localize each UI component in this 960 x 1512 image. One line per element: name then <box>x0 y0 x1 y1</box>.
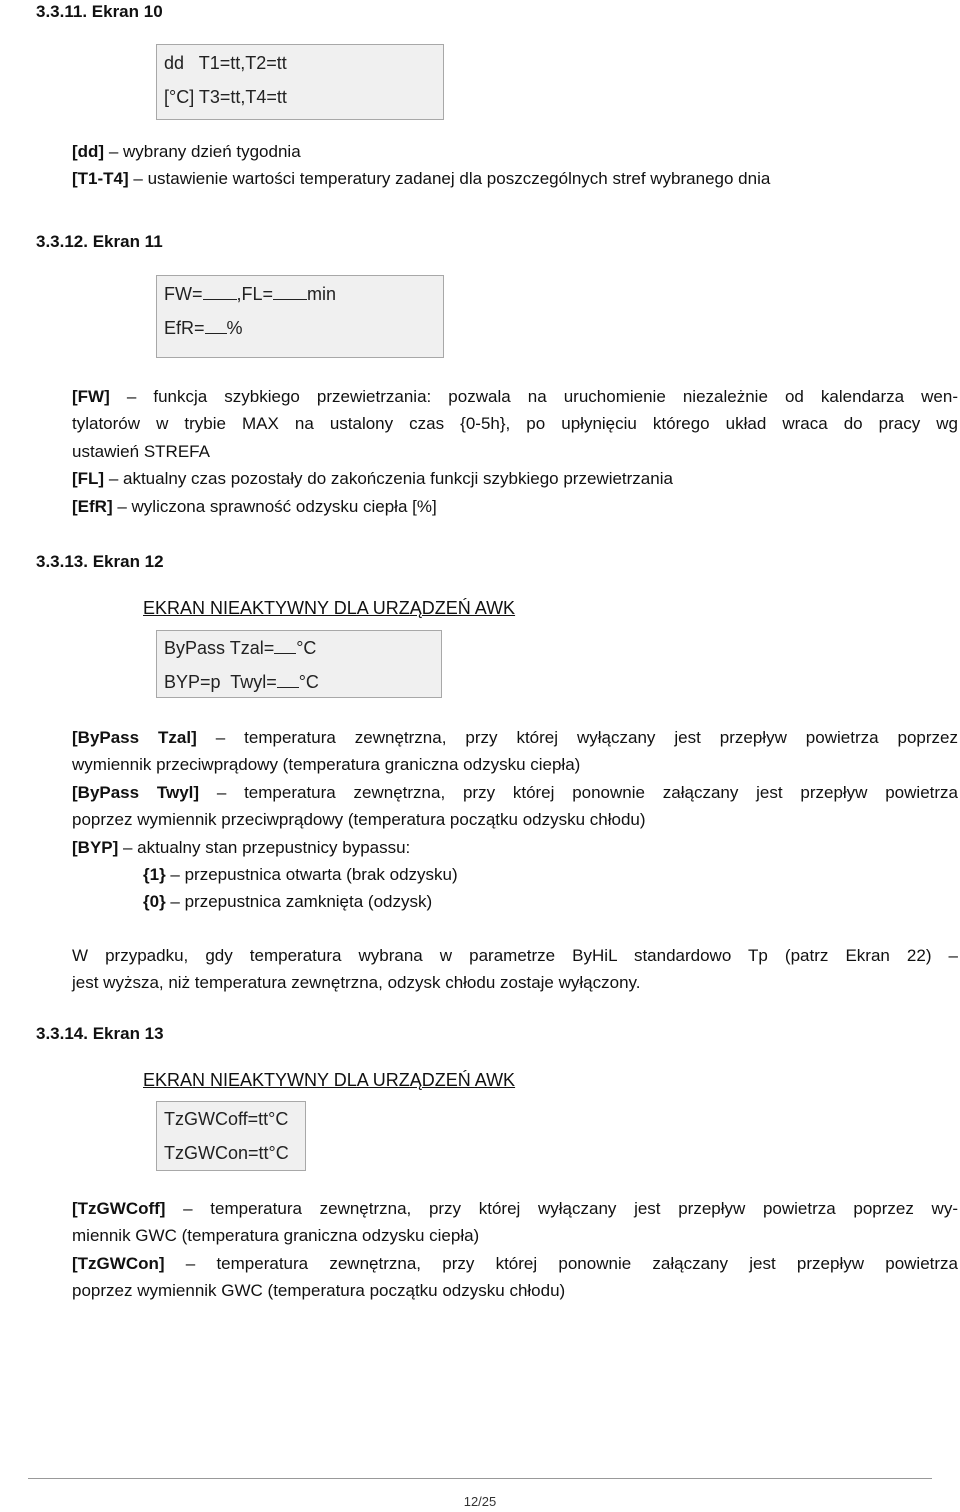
lcd-bypass-tzal: ByPass Tzal= <box>164 638 275 658</box>
option-0-text: – przepustnica zamknięta (odzysk) <box>165 892 433 912</box>
desc-dd <box>72 138 958 165</box>
desc-fw-line-1 <box>72 383 958 410</box>
lcd-screen-ekran-11 <box>156 275 444 358</box>
section-heading-ekran-13: 3.3.14. Ekran 13 <box>36 1024 164 1043</box>
note-line-2: jest wyższa, niż temperatura zewnętrzna, odzysk chłodu zostaje wyłączony. <box>72 973 641 993</box>
lcd-line-1 <box>164 283 336 305</box>
byp-option-0 <box>143 888 843 915</box>
desc-tzgwcoff-text-1: – temperatura zewnętrzna, przy której wyłączany jest przepływ powietrza poprzez wy- <box>165 1199 958 1218</box>
key-fl: [FL] <box>72 469 105 489</box>
note-byhil <box>72 942 958 997</box>
desc-twyl-line-2: poprzez wymiennik przeciwprądowy (temperatura początku odzysku chłodu) <box>72 810 646 830</box>
key-option-1: {1} <box>143 865 166 884</box>
desc-fw-text-1: – funkcja szybkiego przewietrzania: pozwala na uruchomienie niezależnie od kalendarza wen- <box>109 387 958 406</box>
byp-options <box>143 861 843 916</box>
desc-byp-text: – aktualny stan przepustnicy bypassu: <box>118 837 411 857</box>
byp-option-1 <box>143 861 843 888</box>
lcd-fl: ,FL= <box>236 284 274 304</box>
desc-block-ekran-12 <box>72 724 958 861</box>
desc-twyl-line-1 <box>72 779 958 806</box>
desc-tzgwcoff-line-2: miennik GWC (temperatura graniczna odzysku ciepła) <box>72 1226 480 1246</box>
lcd-temps-1-2: T1=tt,T2=tt <box>198 53 287 73</box>
lcd-screen-ekran-13 <box>156 1101 306 1171</box>
inactive-notice-ekran-13: EKRAN NIEAKTYWNY DLA URZĄDZEŃ AWK <box>143 1070 516 1090</box>
desc-tzal-text-1: – temperatura zewnętrzna, przy której wyłączany jest przepływ powietrza poprzez <box>196 728 958 747</box>
desc-tzgwcon-text-1: – temperatura zewnętrzna, przy której ponownie załączany jest przepływ powietrza <box>164 1253 958 1273</box>
section-heading-ekran-11: 3.3.12. Ekran 11 <box>36 232 163 251</box>
note-line-1: W przypadku, gdy temperatura wybrana w parametrze ByHiL standardowo Tp (patrz Ekran 22) – <box>72 946 958 965</box>
desc-fl-text: – aktualny czas pozostały do zakończenia funkcji szybkiego przewietrzania <box>104 469 673 489</box>
desc-dd-text: – wybrany dzień tygodnia <box>104 142 301 161</box>
lcd-day: dd <box>164 53 185 73</box>
option-1-text: – przepustnica otwarta (brak odzysku) <box>165 865 458 884</box>
lcd-blank-twyl <box>277 686 299 688</box>
key-tzgwcon: [TzGWCon] <box>72 1253 165 1273</box>
desc-t1-t4-text: – ustawienie wartości temperatury zadanej dla poszczególnych stref wybranego dnia <box>128 169 771 189</box>
lcd-line-2: [°C] T3=tt,T4=tt <box>164 87 287 107</box>
lcd-blank-fl <box>273 298 307 300</box>
lcd-blank-fw <box>203 298 237 300</box>
lcd-line-2: TzGWCon=tt°C <box>164 1143 289 1163</box>
key-dd: [dd] <box>72 142 105 161</box>
lcd-fw: FW= <box>164 284 203 304</box>
key-efr: [EfR] <box>72 496 113 516</box>
lcd-unit-c: °C <box>298 672 319 692</box>
section-heading-ekran-12: 3.3.13. Ekran 12 <box>36 552 164 571</box>
key-bypass-twyl: [ByPass Twyl] <box>72 782 200 802</box>
lcd-pct: % <box>226 318 243 338</box>
lcd-line-1 <box>164 637 316 659</box>
desc-block-ekran-13 <box>72 1195 958 1305</box>
lcd-efr: EfR= <box>164 318 205 338</box>
page-number: 12/25 <box>463 1494 497 1509</box>
lcd-line-1: TzGWCoff=tt°C <box>164 1109 289 1129</box>
key-option-0: {0} <box>143 892 166 912</box>
desc-fw-line-2: tylatorów w trybie MAX na ustalony czas {0-5h}, po upłynięciu którego układ wraca do pracy wg <box>72 414 958 434</box>
desc-efr-text: – wyliczona sprawność odzysku ciepła [%] <box>112 496 437 516</box>
lcd-line-2 <box>164 671 319 693</box>
desc-tzgwcon-line-2: poprzez wymiennik GWC (temperatura początku odzysku chłodu) <box>72 1281 566 1301</box>
desc-byp <box>72 834 958 861</box>
lcd-screen-ekran-12 <box>156 630 442 698</box>
lcd-byp-twyl: BYP=p Twyl= <box>164 672 277 692</box>
desc-t1-t4 <box>72 165 958 192</box>
desc-block-ekran-10 <box>72 138 958 193</box>
section-heading-ekran-10: 3.3.11. Ekran 10 <box>36 2 163 21</box>
desc-twyl-text-1: – temperatura zewnętrzna, przy której ponownie załączany jest przepływ powietrza <box>199 782 958 802</box>
desc-block-ekran-11 <box>72 383 958 520</box>
desc-efr <box>72 493 958 520</box>
desc-tzal-line-1 <box>72 724 958 751</box>
lcd-line-2 <box>164 317 243 339</box>
desc-tzal-line-2: wymiennik przeciwprądowy (temperatura graniczna odzysku ciepła) <box>72 755 581 775</box>
desc-fw-line-3: ustawień STREFA <box>72 441 210 461</box>
lcd-min: min <box>307 284 337 304</box>
key-fw: [FW] <box>72 387 110 406</box>
lcd-line-1 <box>164 52 287 74</box>
lcd-blank-tzal <box>274 652 296 654</box>
lcd-unit-c: °C <box>296 638 317 658</box>
inactive-notice-ekran-12: EKRAN NIEAKTYWNY DLA URZĄDZEŃ AWK <box>143 598 516 618</box>
desc-tzgwcoff-line-1 <box>72 1195 958 1222</box>
desc-tzgwcon-line-1 <box>72 1250 958 1277</box>
key-t1-t4: [T1-T4] <box>72 169 129 189</box>
footer-rule <box>28 1478 932 1479</box>
lcd-screen-ekran-10 <box>156 44 444 120</box>
key-bypass-tzal: [ByPass Tzal] <box>72 728 197 747</box>
lcd-blank-efr <box>205 332 227 334</box>
key-byp: [BYP] <box>72 837 119 857</box>
key-tzgwcoff: [TzGWCoff] <box>72 1199 166 1218</box>
desc-fl <box>72 465 958 492</box>
